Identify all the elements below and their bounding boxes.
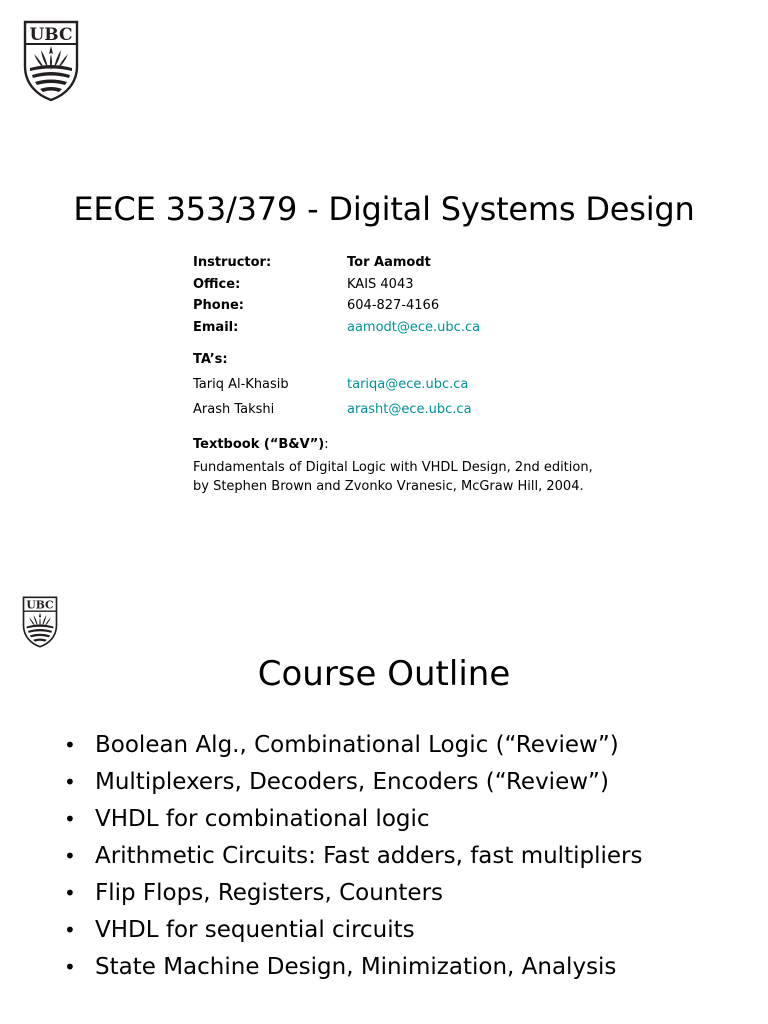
textbook-line: Fundamentals of Digital Logic with VHDL Design, 2nd edition, <box>193 460 593 475</box>
ubc-logo <box>22 20 80 102</box>
list-item <box>64 726 642 763</box>
ubc-crest-icon <box>21 596 59 648</box>
tas-heading: TA’s: <box>193 352 228 367</box>
phone-row <box>193 295 480 317</box>
office-value: KAIS 4043 <box>347 276 414 292</box>
email-row <box>193 317 480 339</box>
logo-text: UBC <box>29 25 73 45</box>
instructor-label: Instructor: <box>193 255 272 270</box>
instructor-row <box>193 252 480 274</box>
list-item-text: Arithmetic Circuits: Fast adders, fast multipliers <box>95 842 643 869</box>
list-item-text: VHDL for sequential circuits <box>95 916 415 943</box>
list-item <box>64 763 642 800</box>
slide-course-outline <box>0 576 768 1024</box>
bullet-icon: • <box>64 769 76 794</box>
bullet-icon: • <box>64 843 76 868</box>
list-item-text: Multiplexers, Decoders, Encoders (“Review”) <box>95 768 609 795</box>
textbook-heading <box>193 437 329 452</box>
bullet-icon: • <box>64 954 76 979</box>
email-label: Email: <box>193 319 239 335</box>
logo-text: UBC <box>26 598 54 612</box>
ta-name: Tariq Al-Khasib <box>193 377 289 392</box>
instructor-name: Tor Aamodt <box>347 255 431 270</box>
instructor-info <box>193 252 480 338</box>
list-item <box>64 800 642 837</box>
textbook-description <box>193 458 713 496</box>
phone-label: Phone: <box>193 298 244 313</box>
office-label: Office: <box>193 276 241 292</box>
list-item <box>64 874 642 911</box>
list-item <box>64 911 642 948</box>
bullet-icon: • <box>64 806 76 831</box>
ta-row <box>193 402 472 417</box>
bullet-icon: • <box>64 917 76 942</box>
textbook-heading-colon: : <box>324 437 329 452</box>
textbook-heading-text: Textbook (“B&V”) <box>193 437 325 452</box>
ta-row <box>193 377 468 392</box>
ubc-logo <box>21 596 59 648</box>
list-item-text: State Machine Design, Minimization, Analysis <box>95 953 617 980</box>
phone-value: 604-827-4166 <box>347 298 440 313</box>
list-item <box>64 837 642 874</box>
slide-title: EECE 353/379 - Digital Systems Design <box>73 190 695 228</box>
slide-title: Course Outline <box>257 654 511 694</box>
instructor-email-link[interactable]: aamodt@ece.ubc.ca <box>347 319 481 335</box>
bullet-icon: • <box>64 880 76 905</box>
textbook-line: by Stephen Brown and Zvonko Vranesic, McGraw Hill, 2004. <box>193 479 584 494</box>
ubc-crest-icon <box>22 20 80 102</box>
list-item-text: Flip Flops, Registers, Counters <box>95 879 444 906</box>
office-row <box>193 274 480 296</box>
ta-name: Arash Takshi <box>193 402 275 417</box>
list-item <box>64 948 642 985</box>
ta-email-link[interactable]: tariqa@ece.ubc.ca <box>347 377 469 392</box>
ta-email-link[interactable]: arasht@ece.ubc.ca <box>347 402 472 417</box>
list-item-text: Boolean Alg., Combinational Logic (“Review”) <box>95 731 619 758</box>
bullet-icon: • <box>64 732 76 757</box>
list-item-text: VHDL for combinational logic <box>95 805 430 832</box>
outline-list <box>64 726 642 985</box>
